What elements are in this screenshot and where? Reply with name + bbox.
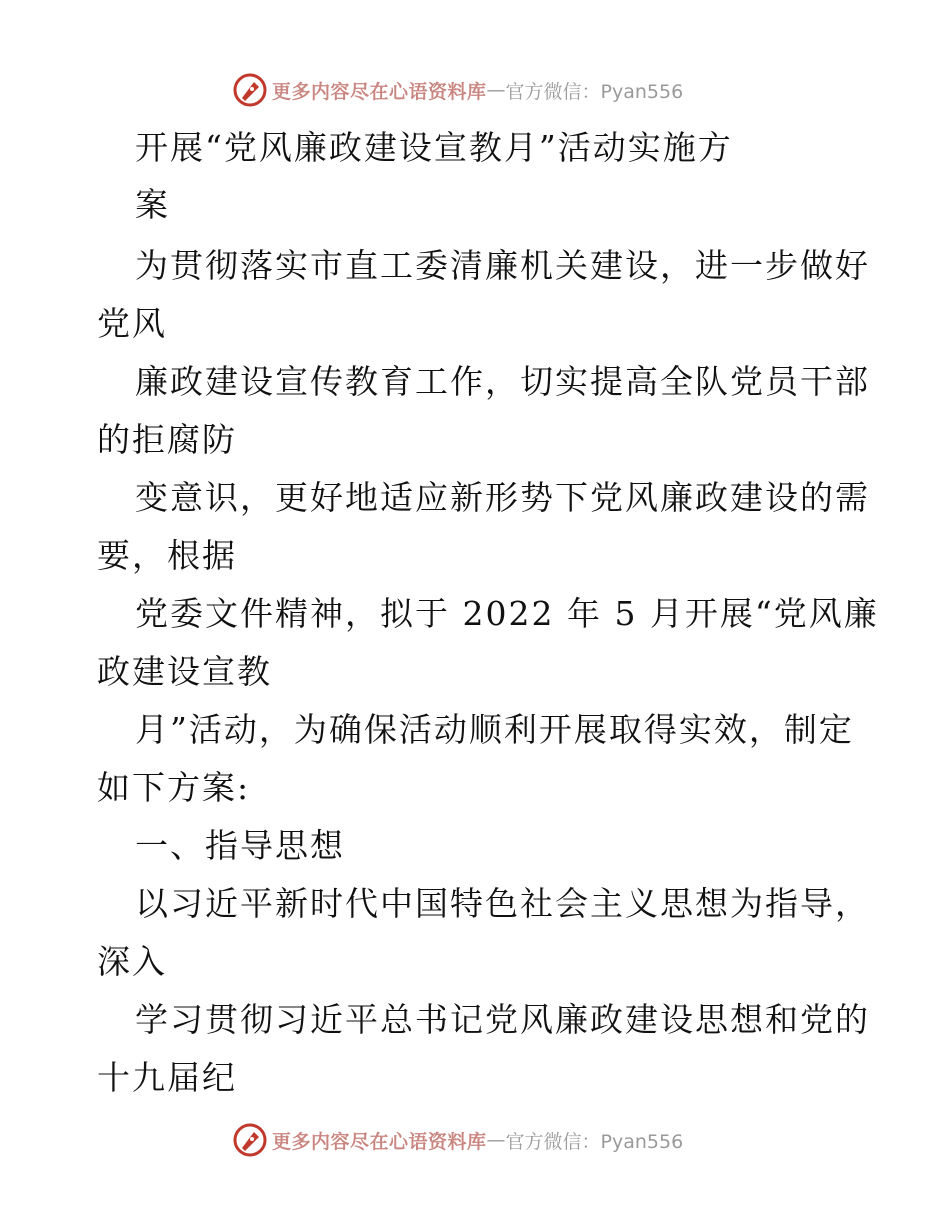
doc-line-10: 政建设宣教 xyxy=(97,652,272,691)
doc-line-4: 党风 xyxy=(97,304,167,343)
doc-line-12: 如下方案: xyxy=(97,768,251,807)
doc-line-16: 学习贯彻习近平总书记党风廉政建设思想和党的 xyxy=(135,1000,870,1039)
watermark-dash: — xyxy=(486,1129,506,1151)
doc-line-title-1: 开展“党风廉政建设宣教月”活动实施方 xyxy=(135,128,733,167)
pen-nib-logo-icon xyxy=(232,72,268,108)
watermark-contact: 官方微信：Pyan556 xyxy=(505,1130,684,1153)
doc-line-7: 变意识，更好地适应新形势下党风廉政建设的需 xyxy=(135,478,870,517)
header-watermark xyxy=(232,70,683,110)
footer-watermark xyxy=(232,1120,683,1160)
pen-nib-logo-icon xyxy=(232,1122,268,1158)
doc-line-9: 党委文件精神，拟于 2022 年 5 月开展“党风廉 xyxy=(135,594,879,633)
watermark-dash: — xyxy=(486,79,506,101)
doc-section-heading-1: 一、指导思想 xyxy=(135,826,345,865)
doc-line-8: 要，根据 xyxy=(97,536,237,575)
doc-line-5: 廉政建设宣传教育工作，切实提高全队党员干部 xyxy=(135,362,870,401)
doc-line-6: 的拒腐防 xyxy=(97,420,237,459)
doc-line-11: 月”活动，为确保活动顺利开展取得实效，制定 xyxy=(135,710,854,749)
doc-line-14: 以习近平新时代中国特色社会主义思想为指导， xyxy=(135,884,870,923)
watermark-contact: 官方微信：Pyan556 xyxy=(505,80,684,103)
watermark-slogan: 更多内容尽在心语资料库 xyxy=(272,80,487,103)
doc-line-15: 深入 xyxy=(97,942,167,981)
watermark-slogan: 更多内容尽在心语资料库 xyxy=(272,1130,487,1153)
doc-line-3: 为贯彻落实市直工委清廉机关建设，进一步做好 xyxy=(135,246,870,285)
doc-line-title-2: 案 xyxy=(135,185,170,224)
doc-line-17: 十九届纪 xyxy=(97,1058,237,1097)
